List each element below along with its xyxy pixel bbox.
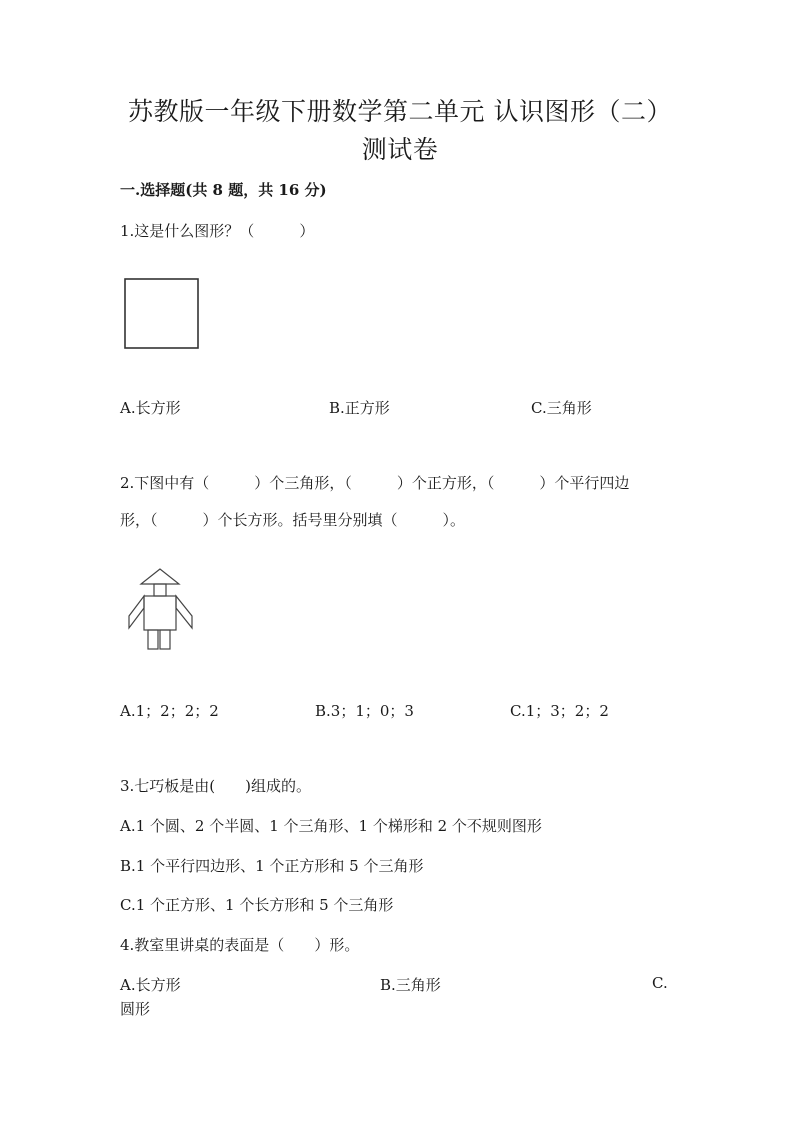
question-1-stem: 1.这是什么图形？（ ）	[120, 222, 315, 240]
section-heading: 一.选择题(共 8 题，共 16 分)	[120, 181, 327, 199]
question-4-stem: 4.教室里讲桌的表面是（ ）形。	[120, 936, 360, 954]
right-wing-parallelogram	[176, 596, 192, 628]
question-3-stem: 3.七巧板是由( )组成的。	[120, 777, 312, 795]
question-4-option-a[interactable]: A.长方形	[120, 976, 181, 994]
question-2-stem-line1: 2.下图中有（ ）个三角形，（ ）个正方形，（ ）个平行四边	[120, 474, 630, 492]
square-shape	[125, 279, 198, 348]
question-4-option-c[interactable]: C.	[652, 974, 668, 992]
question-3-option-c[interactable]: C.1 个正方形、1 个长方形和 5 个三角形	[120, 896, 394, 914]
question-3-option-a[interactable]: A.1 个圆、2 个半圆、1 个三角形、1 个梯形和 2 个不规则图形	[120, 817, 542, 835]
head-square	[154, 584, 166, 596]
question-1-option-c[interactable]: C.三角形	[531, 399, 592, 417]
question-1-option-b[interactable]: B.正方形	[329, 399, 390, 417]
roof-triangle	[141, 569, 179, 584]
question-4-option-c-wrap: 圆形	[120, 1000, 151, 1018]
left-wing-parallelogram	[129, 596, 144, 628]
left-leg	[148, 630, 158, 649]
page-title: 苏教版一年级下册数学第二单元 认识图形（二）	[128, 97, 672, 126]
question-4-option-b[interactable]: B.三角形	[380, 976, 441, 994]
question-2-option-b[interactable]: B.3；1；0；3	[315, 702, 414, 720]
question-2-stem-line2: 形，（ ）个长方形。括号里分别填（ ）。	[120, 511, 466, 529]
body-rectangle	[144, 596, 176, 630]
robot-shapes-figure	[124, 568, 198, 653]
page-title-line2: 测试卷	[361, 135, 439, 164]
question-1-option-a[interactable]: A.长方形	[120, 399, 181, 417]
right-leg	[160, 630, 170, 649]
question-2-option-a[interactable]: A.1；2；2；2	[120, 702, 219, 720]
square-figure	[124, 278, 200, 350]
question-3-option-b[interactable]: B.1 个平行四边形、1 个正方形和 5 个三角形	[120, 857, 424, 875]
question-2-option-c[interactable]: C.1；3；2；2	[510, 702, 609, 720]
